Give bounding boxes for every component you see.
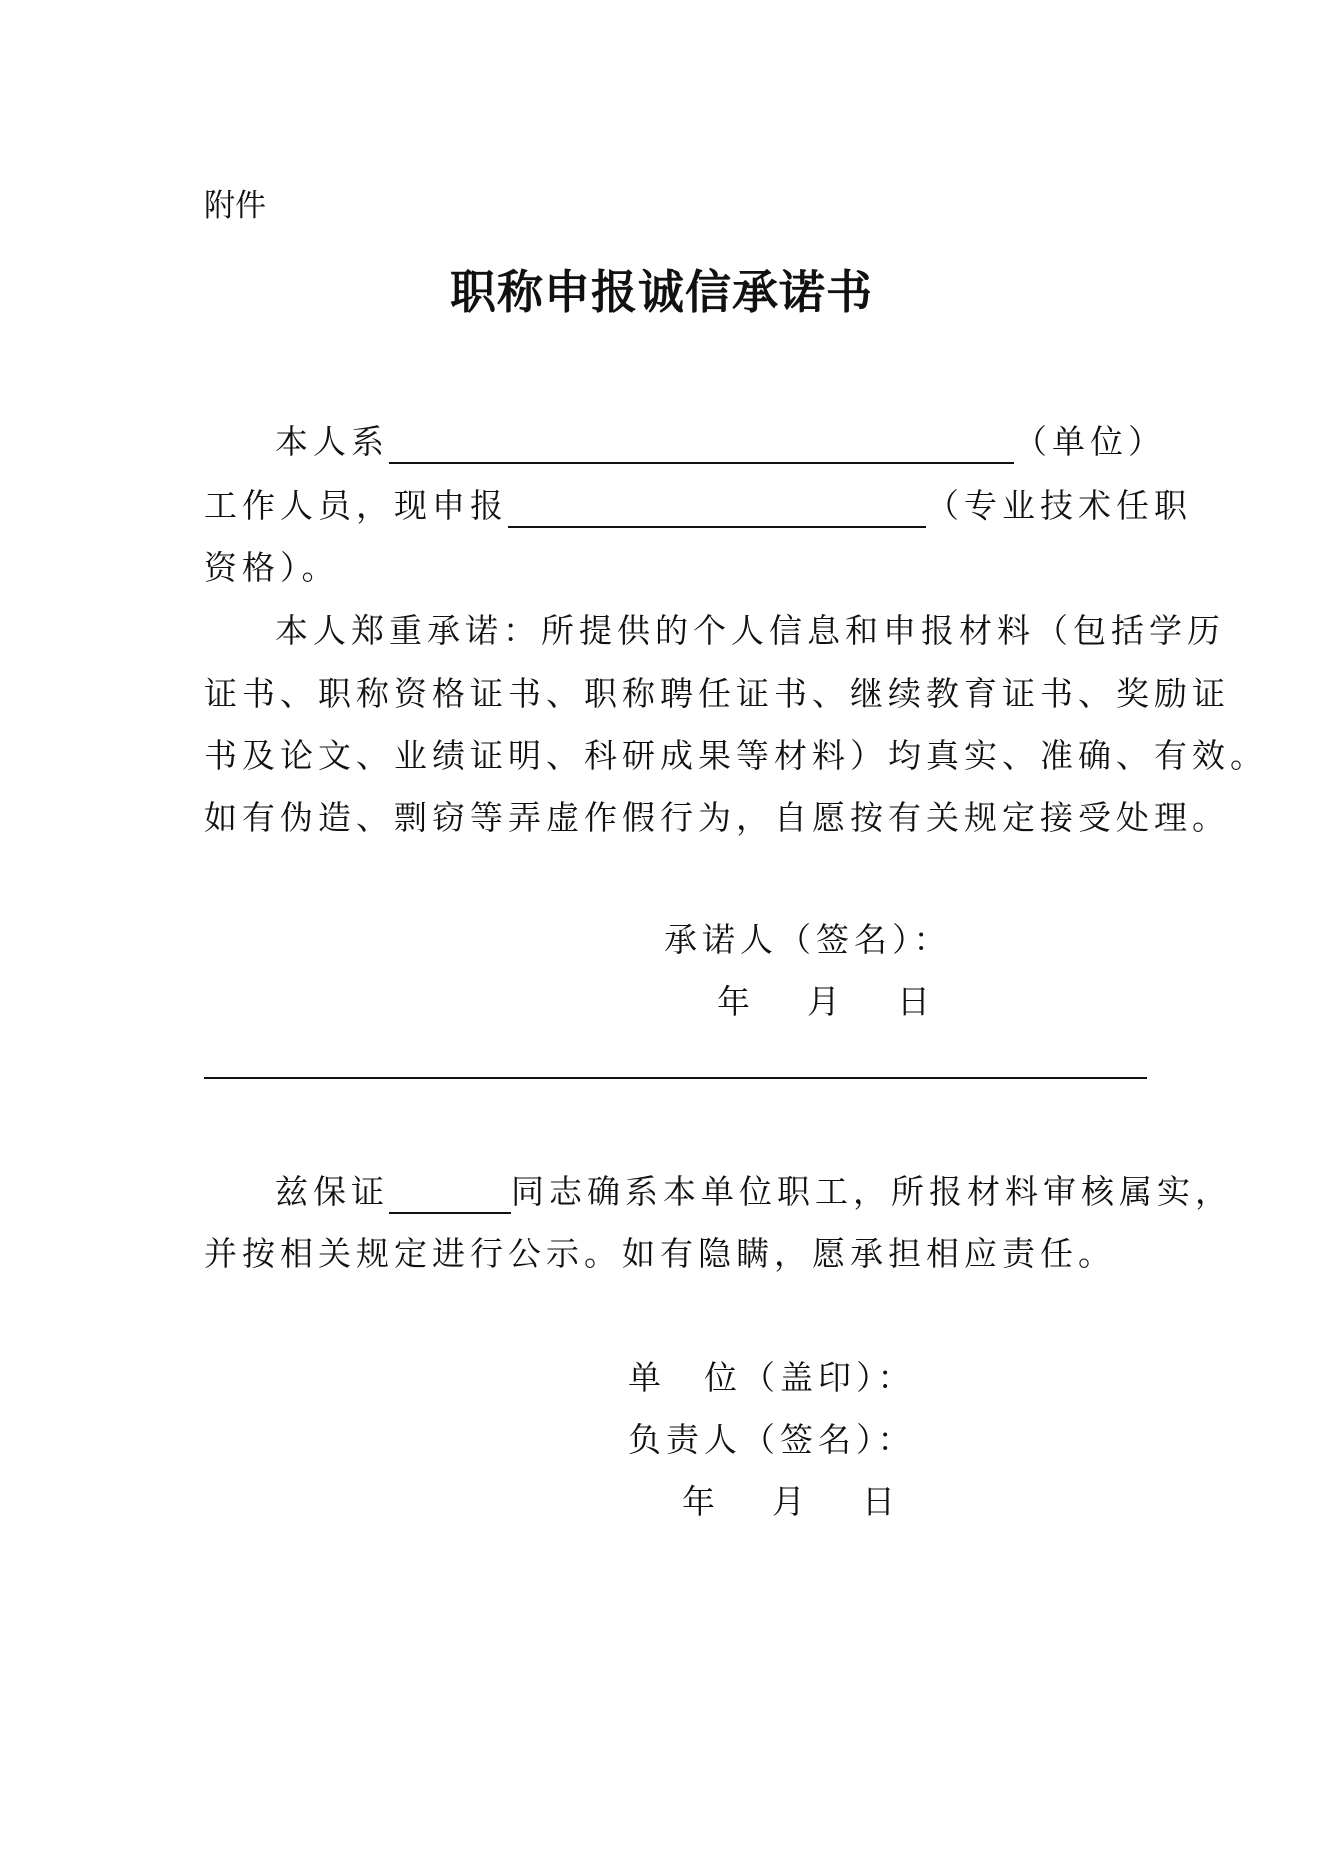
pledger-signature-label: 承诺人（签名）： [664,920,952,959]
guarantee-suffix: 同志确系本单位职工，所报材料审核属实， [511,1172,1233,1211]
statement-line-3: 资格）。 [204,548,340,587]
section-divider [204,1077,1147,1079]
unit-suffix: （单位） [1014,422,1166,461]
guarantee-line-1 [275,1170,1233,1214]
unit-date [682,1480,900,1524]
apply-suffix: （专业技术任职 [926,486,1192,525]
unit-date-day: 日 [862,1482,900,1521]
responsible-signature-label: 负责人（签名）： [628,1420,916,1459]
statement-line-1 [275,420,1166,464]
statement-line-2 [204,484,1192,528]
apply-prefix: 工作人员，现申报 [204,486,508,525]
guarantee-line-2: 并按相关规定进行公示。如有隐瞒，愿承担相应责任。 [204,1234,1116,1273]
pledge-line-4: 如有伪造、剽窃等弄虚作假行为，自愿按有关规定接受处理。 [204,798,1230,837]
pledge-date-year: 年 [717,982,755,1021]
unit-name-field[interactable] [389,426,1014,464]
unit-date-month: 月 [772,1482,810,1521]
attachment-label: 附件 [204,188,266,224]
pledge-date [717,980,935,1024]
guarantee-prefix: 兹保证 [275,1172,389,1211]
pledge-line-3: 书及论文、业绩证明、科研成果等材料）均真实、准确、有效。 [204,736,1268,775]
pledge-line-1: 本人郑重承诺：所提供的个人信息和申报材料（包括学历 [275,611,1225,650]
pledge-date-day: 日 [897,982,935,1021]
unit-date-year: 年 [682,1482,720,1521]
pledge-date-month: 月 [807,982,845,1021]
pledge-line-2: 证书、职称资格证书、职称聘任证书、继续教育证书、奖励证 [204,674,1230,713]
qualification-field[interactable] [508,490,926,528]
document-title: 职称申报诚信承诺书 [450,265,873,319]
comrade-name-field[interactable] [389,1176,511,1214]
statement-prefix: 本人系 [275,422,389,461]
unit-seal-label: 单 位（盖印）： [628,1358,916,1397]
